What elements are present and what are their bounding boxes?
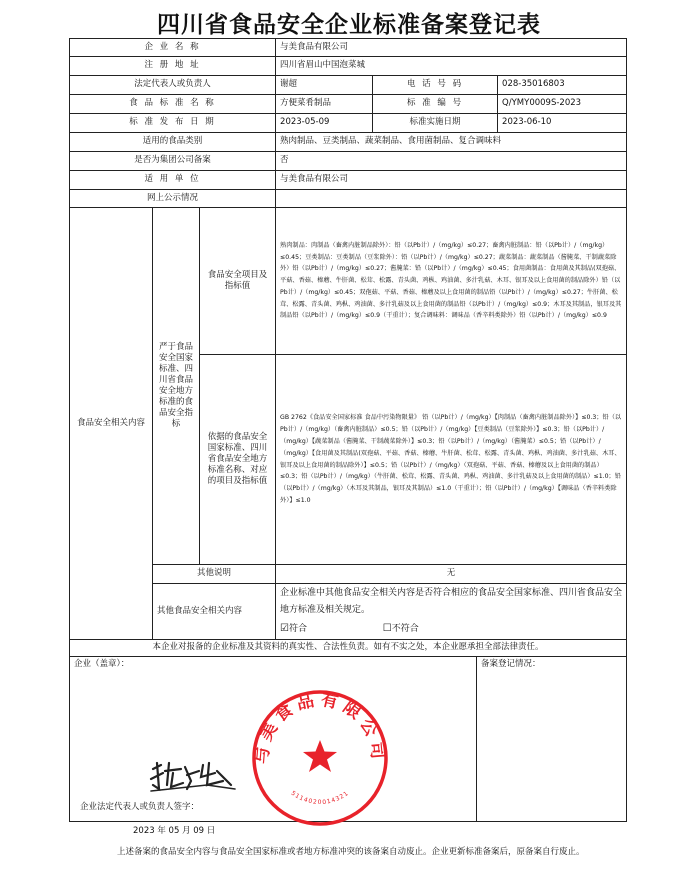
- svg-text:5114020014321: [290, 790, 351, 806]
- compliance-options: [280, 619, 622, 638]
- category-value: 熟肉制品、豆类制品、蔬菜制品、食用菌制品、复合调味料: [276, 133, 627, 152]
- safety-section-label: 食品安全相关内容: [70, 208, 153, 640]
- signer-label: 企业法定代表人或负责人签字：: [80, 802, 200, 812]
- declaration: 本企业对报备的企业标准及其资料的真实性、合法性负责。如有不实之处，本企业愿承担全部法律责任。: [70, 640, 627, 657]
- enterprise-stamp-label: 企业（盖章）：: [74, 659, 130, 669]
- impl-date-value: 2023-06-10: [498, 114, 627, 133]
- online-label: 网上公示情况: [70, 190, 276, 208]
- compliance-cell: [276, 584, 627, 640]
- std-code-label: 标 准 编 号: [373, 95, 498, 114]
- publish-date-label: 标 准 发 布 日 期: [70, 114, 276, 133]
- record-label: 备案登记情况：: [481, 659, 541, 669]
- std-name-label: 食 品 标 准 名 称: [70, 95, 276, 114]
- std-code-value: Q/YMY0009S-2023: [498, 95, 627, 114]
- online-value: [276, 190, 627, 208]
- seal-number: 5114020014321: [289, 789, 351, 807]
- record-cell: [477, 657, 627, 822]
- sign-date: 2023 年 05 月 09 日: [133, 826, 216, 836]
- signature-image: [147, 755, 237, 793]
- basis-standards-label: 依据的食品安全国家标准、四川省食品安全地方标准名称、对应的项目及指标值: [200, 355, 276, 565]
- noncompliant-label: 不符合: [391, 624, 419, 635]
- compliance-label: 其他食品安全相关内容: [153, 584, 276, 640]
- noncompliant-checkbox[interactable]: ☐: [382, 623, 392, 635]
- other-notes-value: 无: [276, 565, 627, 584]
- unit-label: 适 用 单 位: [70, 171, 276, 190]
- unit-value: 与美食品有限公司: [276, 171, 627, 190]
- compliance-question: 企业标准中其他食品安全相关内容是否符合相应的食品安全国家标准、四川省食品安全地方标准及相关规定。: [280, 587, 623, 615]
- group-value: 否: [276, 152, 627, 171]
- company-name-value: 与美食品有限公司: [276, 39, 627, 57]
- footer-note: 上述备案的食品安全内容与食品安全国家标准或者地方标准冲突的该备案自动废止。企业更新标准备案后，原备案自行废止。: [117, 847, 585, 857]
- std-name-value: 方便菜肴制品: [276, 95, 373, 114]
- safety-items-label: 食品安全项目及指标值: [200, 208, 276, 355]
- address-label: 注 册 地 址: [70, 57, 276, 76]
- legal-rep-value: 谢超: [276, 76, 373, 95]
- legal-rep-label: 法定代表人或负责人: [70, 76, 276, 95]
- publish-date-value: 2023-05-09: [276, 114, 373, 133]
- compliant-checkbox[interactable]: ☑: [280, 623, 290, 635]
- phone-value: 028-35016803: [498, 76, 627, 95]
- address-value: 四川省眉山中国泡菜城: [276, 57, 627, 76]
- basis-standards-text: GB 2762《食品安全国家标准 食品中污染物限量》 铅（以Pb计）/（mg/kg）【肉制品（畜禽内脏制品除外）】≤0.3；铅（以Pb计）/（mg/kg）（畜禽内脏制品）≤0.5；铅（以Pb计）/（mg/kg）【豆类制品（豆浆除外）】≤0.3；铅（以Pb计）/（mg/kg）【蔬菜制品（酱腌菜、干制蔬菜除外）】≤0.3；铅（以Pb计）/（mg/kg）（酱腌菜）≤0.5；铅（以Pb计）/（mg/kg）【食用菌及其制品(双孢菇、平菇、香菇、榛蘑、牛肝菌、松茸、松露、青头菌、鸡枞、鸡油菌、多汁乳菇、木耳、银耳及以上食用菌的制品除外）】≤0.5；铅（以Pb计）/（mg/kg）（双孢菇、平菇、香菇、榛蘑及以上食用菌的制品）≤0.3；铅（以Pb计）/（mg/kg）（牛肝菌、松茸、松露、青头菌、鸡枞、鸡油菌、多汁乳菇及以上食用菌的制品）≤1.0；铅（以Pb计）/（mg/kg）（木耳及其制品，银耳及其制品）≤1.0（干重计）；铅（以Pb计）/（mg/kg）【调味品（香辛料类除外）】≤1.0: [276, 355, 627, 565]
- other-notes-label: 其他说明: [153, 565, 276, 584]
- company-seal: [250, 688, 390, 828]
- category-label: 适用的食品类别: [70, 133, 276, 152]
- group-label: 是否为集团公司备案: [70, 152, 276, 171]
- company-name-label: 企 业 名 称: [70, 39, 276, 57]
- phone-label: 电 话 号 码: [373, 76, 498, 95]
- compliant-label: 符合: [289, 624, 308, 635]
- seal-text: 与美食品有限公司: [252, 689, 388, 765]
- stricter-indicators-label: 严于食品安全国家标准、四川省食品安全地方标准的食品安全指标: [153, 208, 200, 565]
- safety-items-text: 熟肉制品：肉制品（畜禽内脏制品除外）：铅（以Pb计）/（mg/kg）≤0.27；畜禽内脏制品：铅（以Pb计）/（mg/kg）≤0.45；豆类制品：豆类制品（豆浆除外）：铅（以Pb计）/（mg/kg）≤0.27；蔬菜制品：蔬菜制品（酱腌菜、干制蔬菜除外）铅（以Pb计）/（mg/kg）≤0.27；酱腌菜：铅（以Pb计）/（mg/kg）≤0.45；食用菌制品：食用菌及其制品(双孢菇、平菇、香菇、榛蘑、牛肝菌、松茸、松露、青头菌、鸡枞、鸡油菌、多汁乳菇、木耳、银耳及以上食用菌的制品除外）铅（以Pb计）/（mg/kg）≤0.45；双孢菇、平菇、香菇、榛蘑及以上食用菌的制品铅（以Pb计）/（mg/kg）≤0.27；牛肝菌、松茸、松露、青头菌、鸡枞、鸡油菌、多汁乳菇及以上食用菌的制品铅（以Pb计）/（mg/kg）≤0.9；木耳及其制品，银耳及其制品铅（以Pb计）/（mg/kg）≤0.9（干重计）；复合调味料：调味品（香辛料类除外）铅（以Pb计）/（mg/kg）≤0.9: [276, 208, 627, 355]
- impl-date-label: 标准实施日期: [373, 114, 498, 133]
- page-title: 四川省食品安全企业标准备案登记表: [157, 12, 541, 38]
